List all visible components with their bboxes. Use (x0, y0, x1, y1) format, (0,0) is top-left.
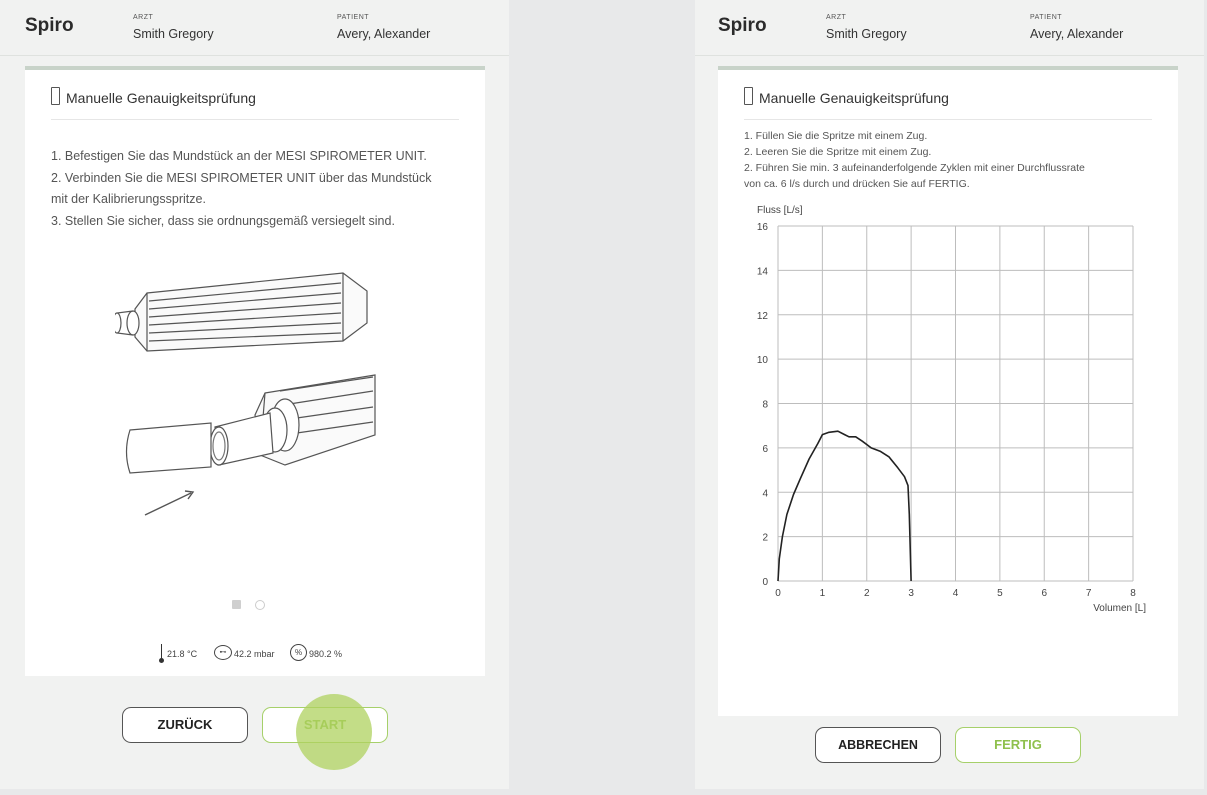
x-tick-label: 6 (1041, 588, 1048, 599)
right-screen (695, 0, 1204, 789)
patient-name: Avery, Alexander (1030, 27, 1124, 41)
measurement-card (718, 66, 1178, 716)
patient-label: PATIENT (1030, 14, 1063, 21)
y-tick-label: 16 (756, 222, 768, 233)
thermometer-bulb (159, 658, 164, 663)
humidity-icon: % (290, 644, 307, 661)
x-tick-label: 8 (1130, 588, 1136, 599)
app-header (695, 0, 1204, 56)
card-header (51, 90, 459, 120)
pressure-icon: ⊷ (214, 645, 232, 660)
instruction-line: 1. Befestigen Sie das Mundstück an der MESI SPIROMETER UNIT. (51, 149, 427, 163)
instruction-line: 2. Verbinden Sie die MESI SPIROMETER UNIT über das Mundstück (51, 170, 432, 185)
humidity-value: 980.2 % (309, 649, 343, 659)
doctor-name: Smith Gregory (826, 27, 907, 41)
card-title: Manuelle Genauigkeitsprüfung (66, 90, 256, 106)
x-tick-label: 0 (775, 588, 781, 599)
x-tick-label: 7 (1085, 588, 1092, 599)
patient-label: PATIENT (337, 14, 370, 21)
page-dot-active[interactable] (232, 600, 241, 609)
x-tick-labels (775, 588, 1136, 599)
syringe-icon (744, 87, 753, 105)
cancel-button[interactable]: ABBRECHEN (815, 727, 941, 763)
syringe-icon (51, 87, 60, 105)
x-tick-label: 1 (819, 588, 826, 599)
instruction-card (25, 66, 485, 676)
doctor-label: ARZT (133, 14, 154, 21)
instruction-line: 1. Füllen Sie die Spritze mit einem Zug. (744, 130, 928, 142)
instruction-line: von ca. 6 l/s durch und drücken Sie auf FERTIG. (744, 178, 970, 190)
app-header (0, 0, 509, 56)
page-dot[interactable] (255, 600, 265, 610)
instruction-line: 2. Leeren Sie die Spritze mit einem Zug. (744, 146, 932, 158)
x-tick-label: 2 (863, 588, 870, 599)
y-tick-label: 6 (762, 443, 768, 455)
y-tick-label: 12 (756, 310, 768, 322)
card-title: Manuelle Genauigkeitsprüfung (759, 90, 949, 106)
back-button[interactable]: ZURÜCK (122, 707, 248, 743)
doctor-label: ARZT (826, 14, 847, 21)
patient-name: Avery, Alexander (337, 27, 431, 41)
chart-grid (778, 226, 1133, 581)
y-tick-label: 14 (756, 266, 768, 278)
doctor-name: Smith Gregory (133, 27, 214, 41)
chart-series (778, 431, 911, 581)
y-tick-labels (757, 222, 769, 588)
x-tick-label: 4 (952, 588, 959, 599)
instruction-line: 2. Führen Sie min. 3 aufeinanderfolgende Zyklen mit einer Durchflussrate (744, 162, 1085, 174)
flow-volume-curve (778, 431, 911, 581)
instruction-line: mit der Kalibrierungsspritze. (51, 192, 206, 206)
pagination (232, 600, 272, 610)
thermometer-icon (161, 644, 165, 658)
card-header (744, 90, 1152, 120)
instruction-line: 3. Stellen Sie sicher, dass sie ordnungsgemäß versiegelt sind. (51, 213, 395, 228)
y-axis-label: Fluss [L/s] (757, 205, 803, 216)
x-axis-label: Volumen [L] (1093, 603, 1146, 614)
instructions (744, 128, 1085, 192)
x-tick-label: 5 (997, 588, 1003, 599)
app-title: Spiro (25, 15, 74, 36)
y-tick-label: 2 (762, 532, 768, 544)
flow-volume-chart (728, 198, 1168, 618)
pressure-value: 42.2 mbar (234, 649, 275, 659)
y-tick-label: 8 (762, 399, 768, 411)
touch-indicator (296, 694, 372, 770)
y-tick-label: 4 (762, 488, 768, 500)
x-tick-label: 3 (908, 588, 914, 599)
y-tick-label: 10 (756, 355, 768, 367)
left-screen (0, 0, 509, 789)
instructions (51, 146, 432, 232)
temperature-value: 21.8 °C (167, 649, 198, 659)
calibration-illustration (115, 265, 385, 535)
app-title: Spiro (718, 15, 767, 36)
done-button[interactable]: FERTIG (955, 727, 1081, 763)
y-tick-label: 0 (762, 577, 768, 588)
